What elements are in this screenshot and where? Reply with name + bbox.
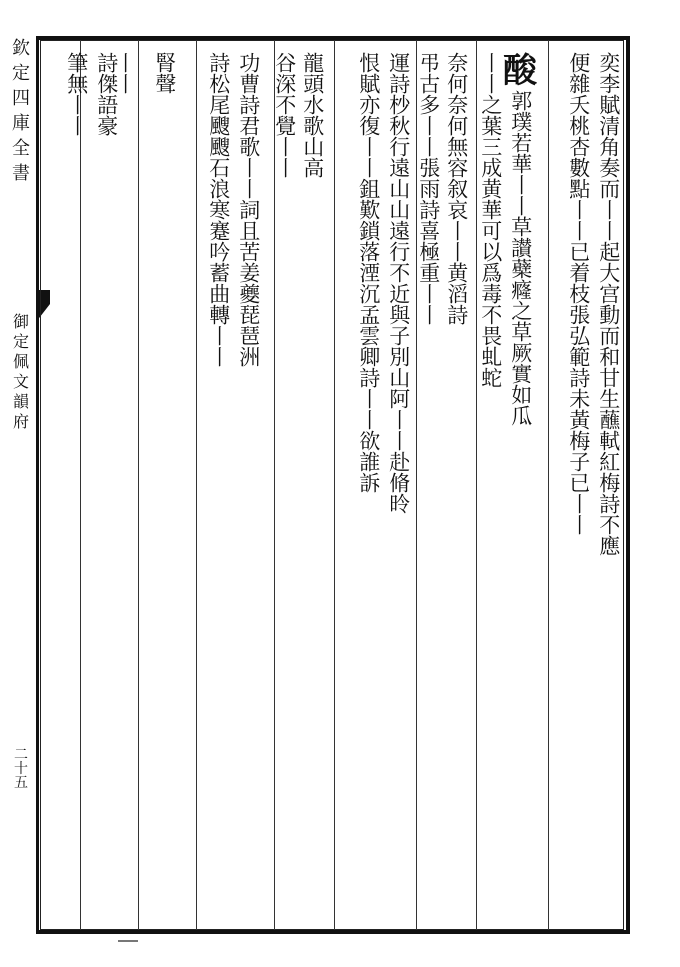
text-column [443, 52, 469, 325]
column-rule [80, 40, 81, 930]
column-text: 筆無丨丨 [64, 52, 89, 136]
text-column [385, 52, 411, 514]
text-column [595, 52, 621, 556]
text-column [415, 52, 441, 325]
text-column [205, 52, 231, 367]
column-text: 龍頭水歌山高 [300, 52, 325, 178]
column-text: 詩傑語豪 [94, 52, 119, 136]
column-text: 恨賦亦復丨丨鉏歎鎖落湮沉孟雲卿詩丨丨欲誰訴 [356, 52, 381, 493]
column-text: 奕李賦清角奏而丨丨起大宫動而和甘生蘸軾紅梅詩不應 [596, 52, 621, 556]
page-number: 二 十 五 [14, 747, 28, 791]
text-column [477, 52, 503, 388]
book-subtitle: 御 定 佩 文 韻 府 [12, 312, 29, 431]
text-column [271, 52, 297, 178]
column-text: 郭璞若華丨丨草讃蘗癃之草厥實如瓜 [508, 90, 533, 426]
headword: 酸 [503, 51, 537, 91]
column-text: 功曹詩君歌丨丨詞且苦姜夔琵琶洲 [236, 52, 261, 367]
column-text: 丨丨之葉三成黄華可以爲毒不畏虬蛇 [478, 52, 503, 388]
column-text: 丨丨 [112, 52, 137, 94]
column-text: 腎聲 [152, 52, 177, 94]
text-column [93, 52, 119, 136]
book-title: 欽 定 四 庫 全 書 [12, 38, 30, 184]
page-inner-border [40, 40, 624, 930]
column-text: 詩松尾颼颼石浪寒蹇吟蓄曲轉丨丨 [206, 52, 231, 367]
column-rule [196, 40, 197, 930]
column-rule [138, 40, 139, 930]
text-column [63, 52, 89, 136]
text-column [355, 52, 381, 493]
text-column [299, 52, 325, 178]
text-column [565, 52, 591, 535]
text-column [151, 52, 177, 94]
column-rule [548, 40, 549, 930]
column-text: 運詩杪秋行遠山山遠行不近與子別山阿丨丨赴脩昤 [386, 52, 411, 514]
bottom-mark [118, 940, 138, 942]
text-column [503, 51, 537, 426]
text-column [235, 52, 261, 367]
column-text: 弔古多丨丨張雨詩喜極重丨丨 [416, 52, 441, 325]
column-text: 谷深不覺丨丨 [272, 52, 297, 178]
column-text: 便雜夭桃杏數點丨丨已着枝張弘範詩未黃梅子已丨丨 [566, 52, 591, 535]
column-text: 奈何奈何無容叙哀丨丨黄滔詩 [444, 52, 469, 325]
column-rule [334, 40, 335, 930]
